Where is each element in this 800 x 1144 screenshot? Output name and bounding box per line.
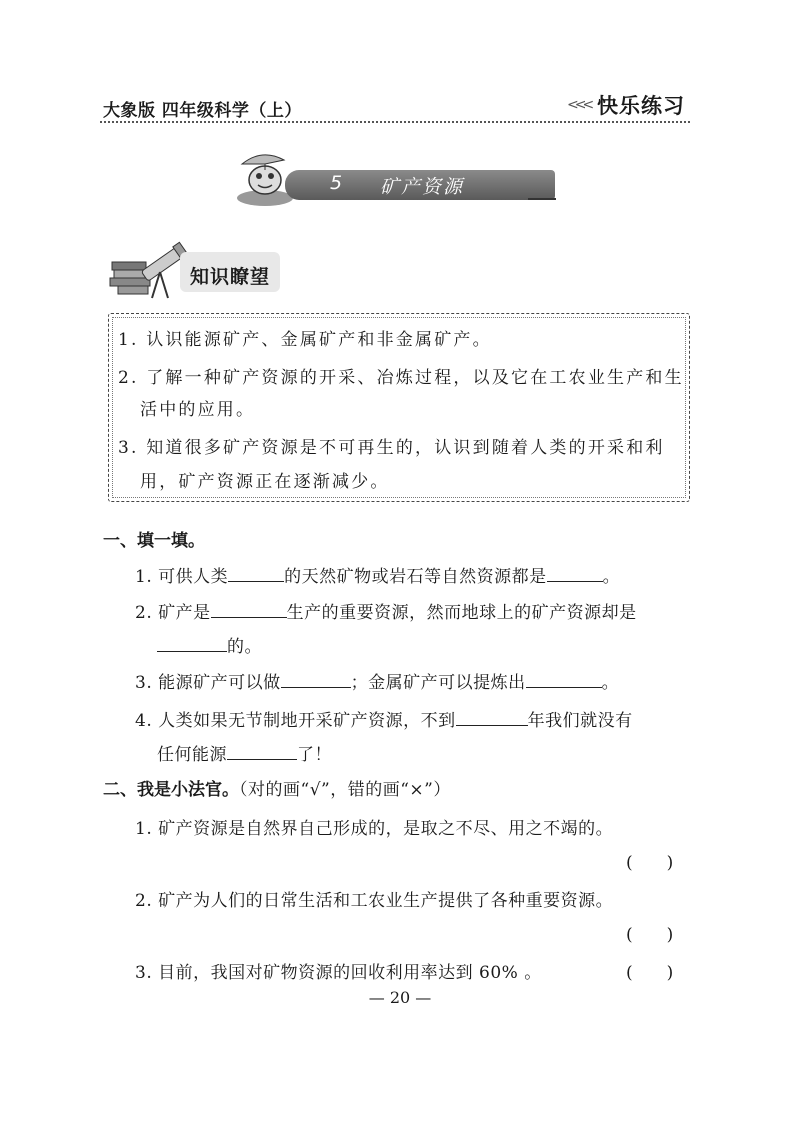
q2-text-c: 的。 [227,637,262,657]
answer-paren-3[interactable]: ( ) [626,963,674,983]
goal-2-cont: 活中的应用。 [140,400,256,420]
q4-text-a: 4. 人类如果无节制地开采矿产资源，不到 [135,711,456,731]
goal-3: 3. 知道很多矿产资源是不可再生的，认识到随着人类的开采和利 [118,438,665,458]
part1-heading: 一、填一填。 [103,531,205,551]
q4-text-b: 年我们就没有 [527,711,633,731]
q3 [135,668,619,693]
goal-1: 1. 认识能源矿产、金属矿产和非金属矿产。 [118,330,492,350]
answer-paren-1[interactable]: ( ) [626,853,674,873]
q2 [135,598,637,623]
q3-text-b: ；金属矿产可以提炼出 [350,673,526,693]
q2-text-b: 生产的重要资源，然而地球上的矿产资源却是 [286,603,637,623]
goal-2: 2. 了解一种矿产资源的开采、冶炼过程，以及它在工农业生产和生 [118,368,684,388]
part2-heading: 二、我是小法官。 [103,780,239,800]
q1-blank-1[interactable] [228,565,284,582]
q4-text-d: 了！ [297,745,332,765]
chevrons-icon: <<< [567,97,591,113]
answer-paren-2[interactable]: ( ) [626,925,674,945]
q3-text-a: 3. 能源矿产可以做 [135,673,281,693]
q3-text-c: 。 [601,673,620,693]
q4-blank-1[interactable] [456,709,528,726]
judge-item-2: 2. 矿产为人们的日常生活和工农业生产提供了各种重要资源。 [135,891,614,911]
title-underline [528,198,556,200]
q4-blank-2[interactable] [227,743,297,760]
q3-blank-2[interactable] [526,671,602,688]
q2-blank-1[interactable] [211,601,287,618]
page-number: — 20 — [368,988,432,1007]
q1-text-a: 1. 可供人类 [135,567,229,587]
q1-text-b: 的天然矿物或岩石等自然资源都是 [284,567,547,587]
part2-instruction: （对的画“√”，错的画“×”） [239,780,451,800]
book-title: 大象版 四年级科学（上） [103,101,302,121]
q2-text-a: 2. 矿产是 [135,603,211,623]
q1-text-c: 。 [602,567,621,587]
knowledge-heading: 知识瞭望 [190,266,271,288]
judge-item-3: 3. 目前，我国对矿物资源的回收利用率达到 60% 。 [135,963,542,983]
telescope-books-icon [108,234,190,300]
lesson-title: 矿产资源 [380,176,465,198]
q3-blank-1[interactable] [281,671,351,688]
q1-blank-2[interactable] [547,565,603,582]
part2-header [103,775,451,800]
lesson-number: 5 [330,172,343,194]
series-title: 快乐练习 [597,94,685,118]
judge-item-1: 1. 矿产资源是自然界自己形成的，是取之不尽、用之不竭的。 [135,819,614,839]
q1 [135,562,620,587]
q4-cont [157,740,332,765]
header-divider [100,121,690,123]
q4 [135,706,633,731]
q4-text-c: 任何能源 [157,745,227,765]
goal-3-cont: 用，矿产资源正在逐渐减少。 [140,472,390,492]
q2-blank-2[interactable] [157,635,227,652]
q2-cont [157,632,262,657]
